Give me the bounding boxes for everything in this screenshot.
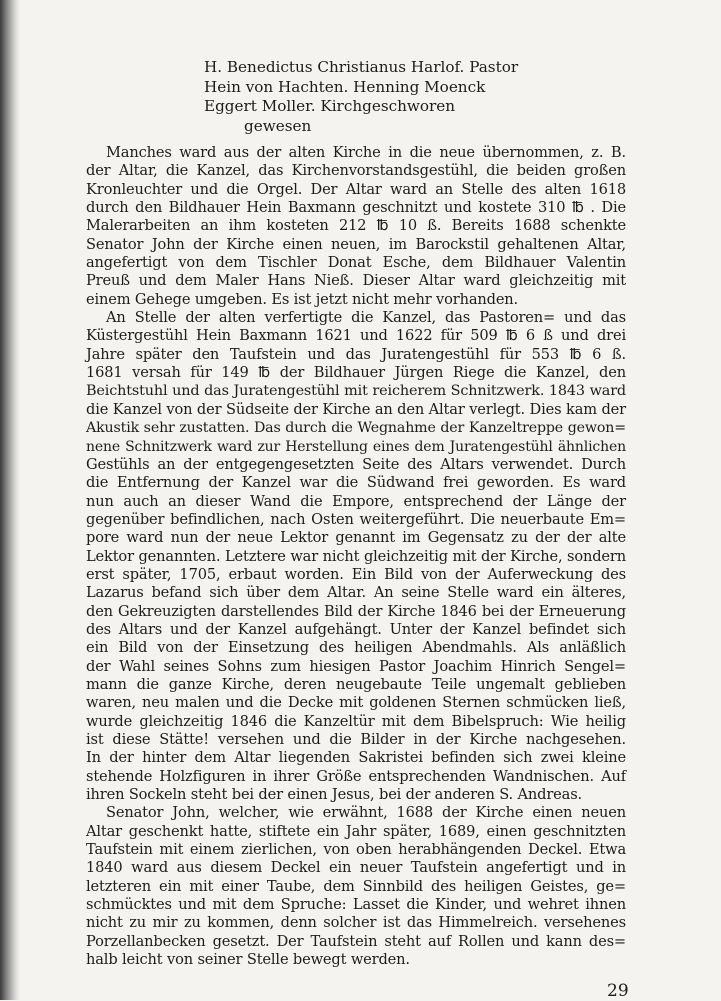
- text-line: die Entfernung der Kanzel war die Südwand frei geworden. Es ward: [86, 474, 626, 492]
- text-line: 1840 ward aus diesem Deckel ein neuer Taufstein angefertigt und in: [86, 859, 626, 877]
- text-line: In der hinter dem Altar liegenden Sakristei befinden sich zwei kleine: [86, 749, 626, 767]
- text-line: Manches ward aus der alten Kirche in die neue übernommen, z. B.: [106, 144, 626, 161]
- text-line: Senator John der Kirche einen neuen, im Barockstil gehaltenen Altar,: [86, 235, 626, 253]
- header-line: gewesen: [244, 116, 312, 135]
- text-line: die Kanzel von der Südseite der Kirche an den Altar verlegt. Dies kam der: [86, 400, 626, 418]
- text-line: mann die ganze Kirche, deren neugebaute Teile ungemalt geblieben: [86, 675, 626, 693]
- text-line: der Wahl seines Sohns zum hiesigen Pastor Joachim Hinrich Sengel=: [86, 657, 626, 675]
- paragraph: [86, 804, 626, 969]
- text-line: Porzellanbecken gesetzt. Der Taufstein steht auf Rollen und kann des=: [86, 932, 626, 950]
- text-line: nun auch an dieser Wand die Empore, entsprechend der Länge der: [86, 492, 626, 510]
- header-line: Eggert Moller. Kirchgeschworen: [204, 97, 456, 115]
- text-line: Küstergestühl Hein Baxmann 1621 und 1622 für 509 ℔ 6 ß und drei: [86, 327, 626, 345]
- text-line: ein Bild von der Einsetzung des heiligen Abendmahls. Als anläßlich: [86, 639, 626, 657]
- text-line: Taufstein mit einem zierlichen, von oben herabhängenden Deckel. Etwa: [86, 841, 626, 859]
- text-line: durch den Bildhauer Hein Baxmann geschnitzt und kostete 310 ℔ . Die: [86, 199, 626, 217]
- text-line: halb leicht von seiner Stelle bewegt werden.: [86, 951, 410, 969]
- text-line: wurde gleichzeitig 1846 die Kanzeltür mit dem Bibelspruch: Wie heilig: [86, 712, 626, 730]
- header-line: H. Benedictus Christianus Harlof. Pastor: [204, 58, 519, 76]
- text-line: Gestühls an der entgegengesetzten Seite des Altars verwendet. Durch: [86, 455, 626, 473]
- text-line: erst später, 1705, erbaut worden. Ein Bild von der Auferweckung des: [86, 565, 626, 583]
- text-line: Senator John, welcher, wie erwähnt, 1688 der Kirche einen neuen: [106, 804, 626, 822]
- text-line: nicht zu mir zu kommen, denn solcher ist das Himmelreich. versehenes: [86, 914, 626, 932]
- pastor-list-header: [204, 58, 626, 136]
- text-line: ist diese Stätte! versehen und die Bilder in der Kirche nachgesehen.: [86, 731, 626, 748]
- text-line: der Altar, die Kanzel, das Kirchenvorstandsgestühl, die beiden großen: [86, 162, 626, 180]
- text-line: angefertigt von dem Tischler Donat Esche, dem Bildhauer Valentin: [86, 254, 626, 272]
- text-line: schmücktes und mit dem Spruche: Lasset die Kinder, und wehret ihnen: [86, 896, 626, 914]
- text-line: des Altars und der Kanzel aufgehängt. Unter der Kanzel befindet sich: [86, 620, 626, 638]
- text-line: gegenüber befindlichen, nach Osten weitergeführt. Die neuerbaute Em=: [86, 510, 626, 528]
- text-line: Akustik sehr zustatten. Das durch die Wegnahme der Kanzeltreppe gewon=: [86, 420, 626, 437]
- body-text: [86, 144, 626, 969]
- text-line: Beichtstuhl und das Juratengestühl mit reicherem Schnitzwerk. 1843 ward: [86, 383, 626, 400]
- header-line: Hein von Hachten. Henning Moenck: [204, 77, 486, 96]
- text-line: Jahre später den Taufstein und das Juratengestühl für 553 ℔ 6 ß.: [86, 345, 626, 363]
- text-line: Lektor genannten. Letztere war nicht gleichzeitig mit der Kirche, sondern: [86, 547, 626, 565]
- page-number: 29: [607, 981, 629, 1001]
- text-line: Preuß und dem Maler Hans Nieß. Dieser Altar ward gleichzeitig mit: [86, 272, 626, 290]
- text-line: einem Gehege umgeben. Es ist jetzt nicht mehr vorhanden.: [86, 290, 519, 308]
- text-line: Altar geschenkt hatte, stiftete ein Jahr später, 1689, einen geschnitzten: [86, 822, 626, 840]
- text-line: 1681 versah für 149 ℔ der Bildhauer Jürgen Riege die Kanzel, den: [86, 364, 626, 382]
- text-line: Lazarus befand sich über dem Altar. An seine Stelle ward ein älteres,: [86, 584, 626, 602]
- text-line: stehende Holzfiguren in ihrer Größe entsprechenden Wandnischen. Auf: [86, 767, 626, 785]
- book-spine-shadow: [0, 0, 20, 1000]
- text-line: ihren Sockeln steht bei der einen Jesus, bei der anderen S. Andreas.: [86, 786, 583, 804]
- document-page: [86, 58, 626, 969]
- text-line: pore ward nun der neue Lektor genannt im Gegensatz zu der der alte: [86, 529, 626, 547]
- text-line: Kronleuchter und die Orgel. Der Altar ward an Stelle des alten 1618: [86, 180, 626, 198]
- text-line: An Stelle der alten verfertigte die Kanzel, das Pastoren= und das: [106, 309, 626, 327]
- paragraph: [86, 144, 626, 309]
- paragraph: [86, 309, 626, 804]
- text-line: nene Schnitzwerk ward zur Herstellung eines dem Juratengestühl ähnlichen: [86, 438, 626, 455]
- text-line: waren, neu malen und die Decke mit goldenen Sternen schmücken ließ,: [86, 694, 626, 712]
- text-line: letzteren ein mit einer Taube, dem Sinnbild des heiligen Geistes, ge=: [86, 877, 626, 895]
- text-line: den Gekreuzigten darstellendes Bild der Kirche 1846 bei der Erneuerung: [86, 602, 626, 620]
- text-line: Malerarbeiten an ihm kosteten 212 ℔ 10 ß. Bereits 1688 schenkte: [86, 217, 626, 235]
